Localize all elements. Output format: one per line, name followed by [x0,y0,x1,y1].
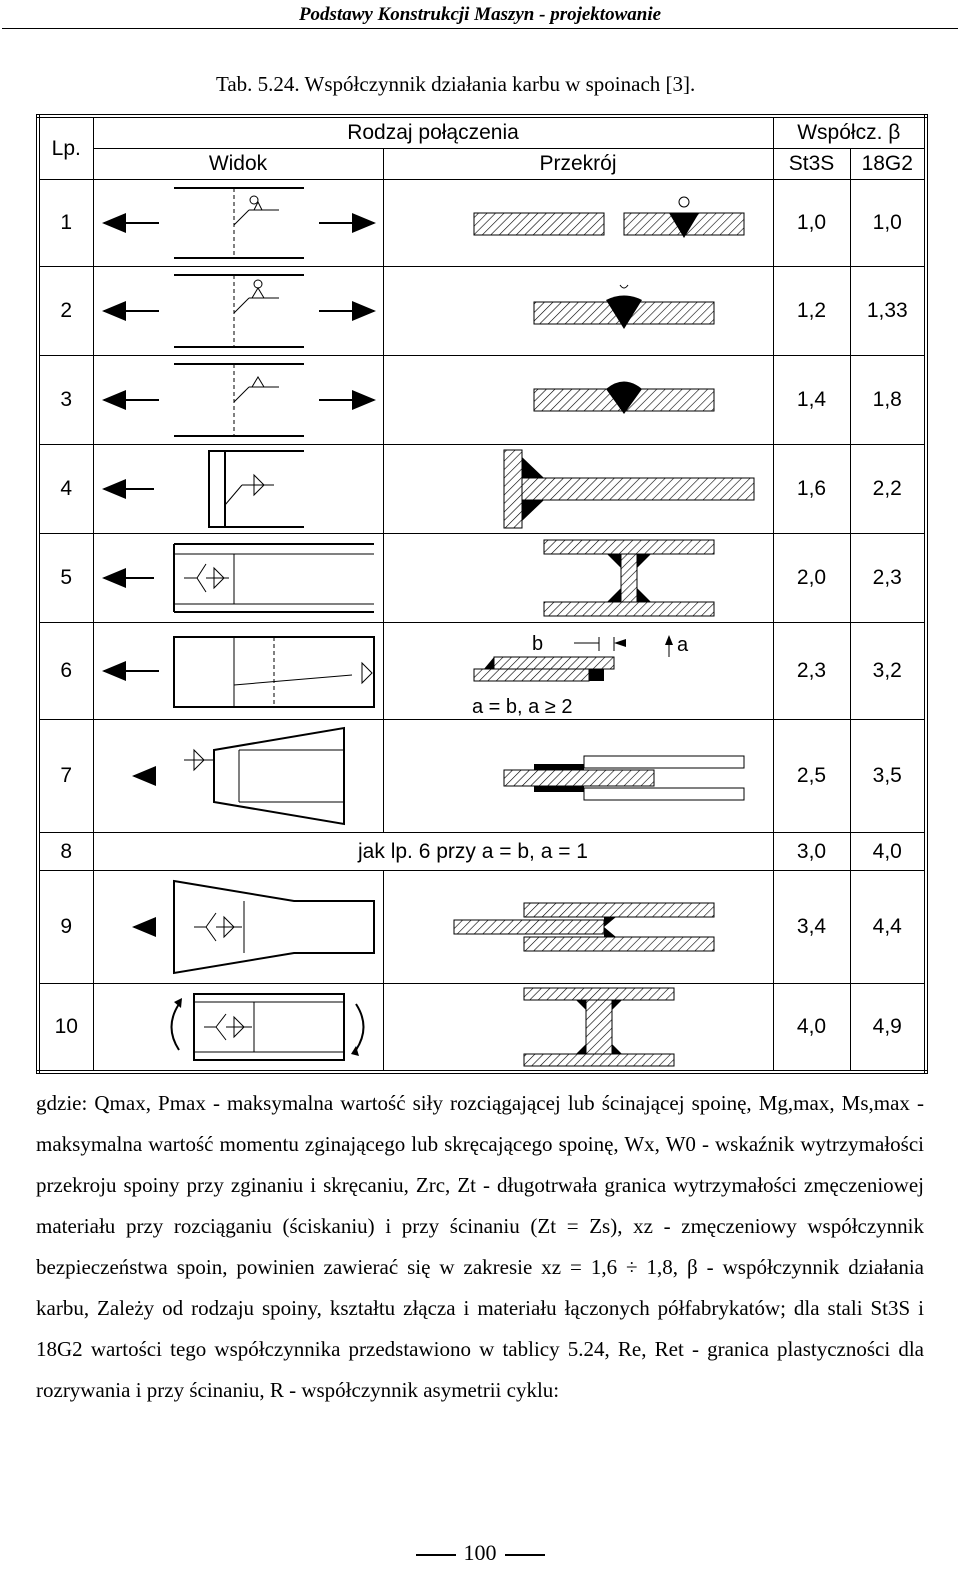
section-drawing-torsion [383,984,773,1073]
st3s-value: 4,0 [773,984,850,1073]
view-drawing-i-section [93,534,383,623]
dimension-a-label: a [676,634,688,656]
table-row [38,720,926,833]
view-header: Widok [93,149,383,180]
page-footer [0,1540,960,1566]
section-drawing-v-weld [383,267,773,356]
st3s-header: St3S [773,149,850,180]
st3s-value: 1,4 [773,356,850,445]
row-number: 5 [38,534,93,623]
joint-type-header: Rodzaj połączenia [93,116,773,149]
coef-header: Współcz. β [773,116,926,149]
explanation-text [36,1083,924,1411]
table-row [38,445,926,534]
row-number: 1 [38,180,93,267]
18g2-value: 3,5 [850,720,926,833]
st3s-value: 2,5 [773,720,850,833]
st3s-value: 2,0 [773,534,850,623]
18g2-value: 1,0 [850,180,926,267]
row-number: 7 [38,720,93,833]
table-row [38,833,926,871]
table-row [38,623,926,720]
dimension-b-label: b [531,633,543,655]
lp-header: Lp. [38,116,93,180]
section-drawing-i-section [383,534,773,623]
st3s-value: 1,6 [773,445,850,534]
18g2-value: 3,2 [850,623,926,720]
row-number: 2 [38,267,93,356]
view-drawing-v-weld [93,267,383,356]
footer-dash-right [505,1554,545,1556]
page-number: 100 [463,1540,497,1565]
section-header: Przekrój [383,149,773,180]
18g2-value: 4,0 [850,833,926,871]
view-drawing-torsion [93,984,383,1073]
footer-dash-left [416,1554,456,1556]
row-number: 3 [38,356,93,445]
row-number: 4 [38,445,93,534]
section-drawing-butt-weld [383,180,773,267]
row8-description: jak lp. 6 przy a = b, a = 1 [93,833,773,871]
view-drawing-tapered-lap [93,720,383,833]
18g2-value: 2,3 [850,534,926,623]
dimension-condition-label: a = b, a ≥ 2 [471,696,572,718]
section-drawing-tapered-lap [383,720,773,833]
table-caption: Tab. 5.24. Współczynnik działania karbu w spoinach [3]. [216,72,696,96]
18g2-value: 1,33 [850,267,926,356]
table-row [38,356,926,445]
section-drawing-tapered-double [383,871,773,984]
explanation-paragraph: gdzie: Qmax, Pmax - maksymalna wartość siły rozciągającej lub ścinającej spoinę, Mg,max, Ms,max - maksymalna wartość momentu zginającego lub skręcającego spoinę, Wx, W0 - wskaźnik wytrzymałości przekroju spoiny przy zginaniu i skręcaniu, Zrc, Zt - długotrwała granica wytrzymałości zmęczeniowej materiału przy rozciąganiu (ściskaniu) i przy ścinaniu (Zt = Zs), xz - zmęczeniowy współczynnik bezpieczeństwa spoin, powinien zawierać się w zakresie xz = 1,6 ÷ 1,8, β - współczynnik działania karbu, Zależy od rodzaju spoiny, kształtu złącza i materiału łączonych półfabrykatów; dla stali St3S i 18G2 wartości tego współczynnika przedstawiono w tablicy 5.24, Re, Ret - granica plastyczności dla rozrywania i przy ścinaniu, R - współczynnik asymetrii cyklu: [36,1091,924,1402]
18g2-value: 2,2 [850,445,926,534]
page-header [0,0,960,30]
table-row [38,984,926,1073]
table-row [38,534,926,623]
section-drawing-v-weld-convex [383,356,773,445]
18g2-header: 18G2 [850,149,926,180]
st3s-value: 2,3 [773,623,850,720]
18g2-value: 4,9 [850,984,926,1073]
view-drawing-t-joint [93,445,383,534]
18g2-value: 1,8 [850,356,926,445]
st3s-value: 3,4 [773,871,850,984]
st3s-value: 3,0 [773,833,850,871]
st3s-value: 1,0 [773,180,850,267]
st3s-value: 1,2 [773,267,850,356]
row-number: 6 [38,623,93,720]
header-rule [2,28,958,29]
view-drawing-lap-joint [93,623,383,720]
view-drawing-v-weld-convex [93,356,383,445]
table-row [38,871,926,984]
section-drawing-lap-joint [383,623,773,720]
table-row [38,267,926,356]
view-drawing-tapered-double [93,871,383,984]
section-drawing-t-joint [383,445,773,534]
row-number: 8 [38,833,93,871]
18g2-value: 4,4 [850,871,926,984]
table-row [38,180,926,267]
view-drawing-butt-weld [93,180,383,267]
header-title: Podstawy Konstrukcji Maszyn - projektowanie [298,4,662,25]
row-number: 9 [38,871,93,984]
notch-factor-table [36,114,928,1074]
row-number: 10 [38,984,93,1073]
